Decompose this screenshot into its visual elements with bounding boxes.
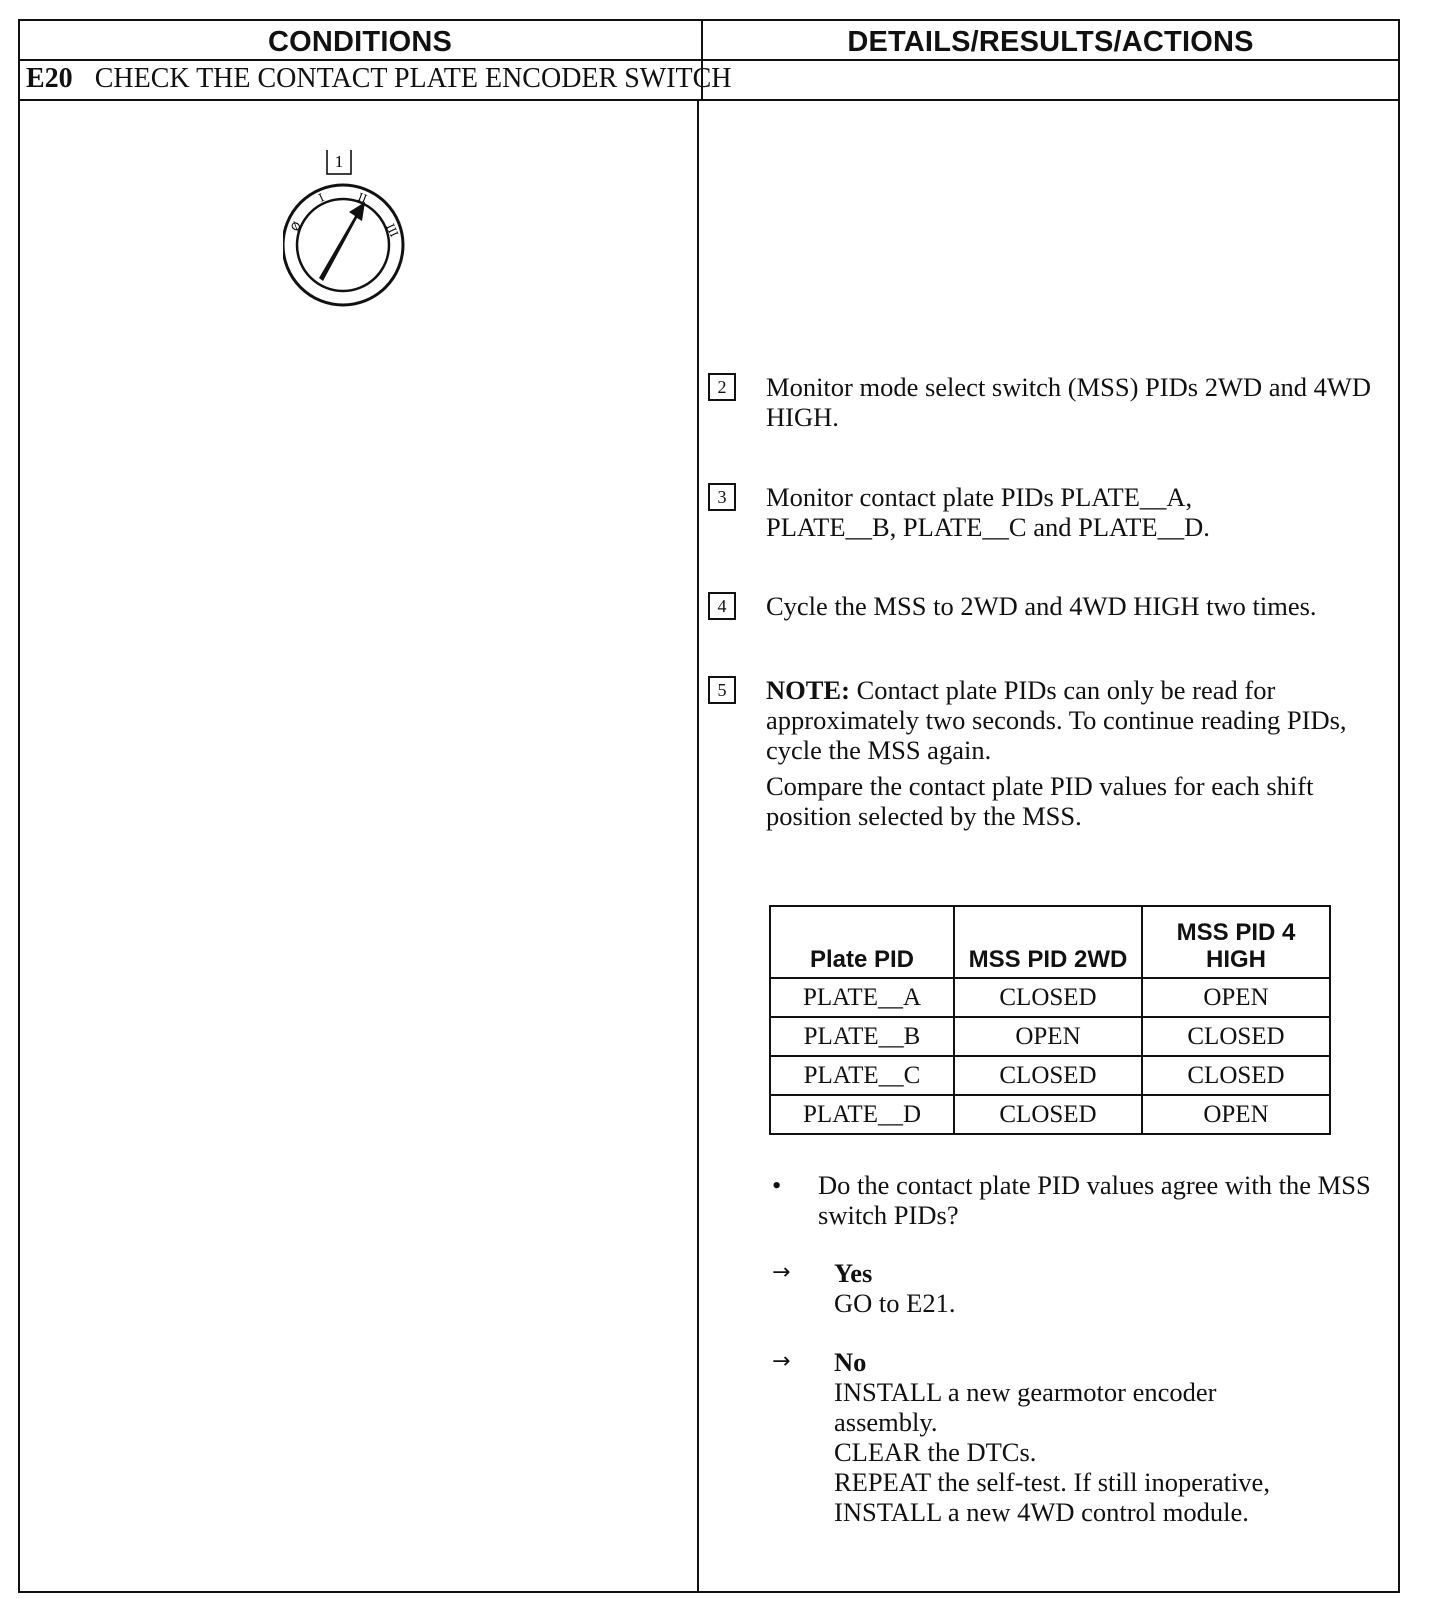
table-row xyxy=(770,1017,1330,1056)
cell-plate: PLATE__D xyxy=(770,1095,954,1134)
cell-plate: PLATE__B xyxy=(770,1017,954,1056)
dial-outer-ring xyxy=(283,185,403,305)
dial-inner-ring xyxy=(297,199,389,291)
section-rule xyxy=(20,99,1398,101)
pid-comparison-table xyxy=(769,905,1331,1135)
table-row xyxy=(770,978,1330,1017)
step-5-note xyxy=(766,675,1386,765)
note-text: Contact plate PIDs can only be read for approximately two seconds. To continue reading PIDs, cycle the MSS again. xyxy=(766,675,1347,765)
mode-select-switch-illustration xyxy=(283,150,413,315)
section-heading: CHECK THE CONTACT PLATE ENCODER SWITCH xyxy=(94,63,732,94)
cell-2wd: CLOSED xyxy=(954,1056,1142,1095)
step-3-text: Monitor contact plate PIDs PLATE__A, PLATE__B, PLATE__C and PLATE__D. xyxy=(766,482,1210,542)
step-3-number: 3 xyxy=(708,483,736,511)
outcome-no-action-3: REPEAT the self-test. If still inoperative, INSTALL a new 4WD control module. xyxy=(834,1467,1270,1527)
step-3 xyxy=(708,482,1326,542)
column-divider-lower xyxy=(697,101,699,1593)
arrow-right-icon: → xyxy=(772,1260,791,1285)
step-5-text: Compare the contact plate PID values for each shift position selected by the MSS. xyxy=(766,771,1314,831)
cell-plate: PLATE__A xyxy=(770,978,954,1017)
outcome-no-action-1: INSTALL a new gearmotor encoder assembly. xyxy=(834,1377,1217,1437)
cell-4high: CLOSED xyxy=(1142,1056,1330,1095)
col-header-plate-pid: Plate PID xyxy=(770,906,954,978)
bullet-icon: • xyxy=(772,1170,782,1200)
conditions-header: CONDITIONS xyxy=(267,25,453,58)
cell-4high: OPEN xyxy=(1142,1095,1330,1134)
section-code: E20 xyxy=(26,63,73,94)
dial-mark-off: Ø xyxy=(288,219,304,234)
cell-2wd: CLOSED xyxy=(954,1095,1142,1134)
table-row xyxy=(770,1095,1330,1134)
col-header-mss-2wd: MSS PID 2WD xyxy=(954,906,1142,978)
outcome-yes-action: GO to E21. xyxy=(834,1288,956,1318)
step-2 xyxy=(708,372,1386,432)
step-4-number: 4 xyxy=(708,592,736,620)
step-5 xyxy=(708,675,1386,831)
table-header-row xyxy=(770,906,1330,978)
cell-4high: CLOSED xyxy=(1142,1017,1330,1056)
step-4 xyxy=(708,591,1406,621)
section-title xyxy=(26,63,732,95)
arrow-right-icon: → xyxy=(772,1349,791,1374)
outcome-yes-label: Yes xyxy=(834,1258,873,1288)
step-4-text: Cycle the MSS to 2WD and 4WD HIGH two times. xyxy=(766,591,1317,621)
dial-pointer-arrow xyxy=(319,202,365,281)
question xyxy=(772,1170,1378,1230)
step-2-text: Monitor mode select switch (MSS) PIDs 2WD and 4WD HIGH. xyxy=(766,372,1372,432)
dial-mark-1: I xyxy=(316,191,327,205)
step-1-number: 1 xyxy=(334,152,344,171)
cell-plate: PLATE__C xyxy=(770,1056,954,1095)
step-2-number: 2 xyxy=(708,373,736,401)
cell-2wd: CLOSED xyxy=(954,978,1142,1017)
outcome-yes xyxy=(772,1258,955,1318)
col-header-mss-4high: MSS PID 4 HIGH xyxy=(1142,906,1330,978)
details-header: DETAILS/RESULTS/ACTIONS xyxy=(847,25,1254,58)
outcome-no-action-2: CLEAR the DTCs. xyxy=(834,1437,1037,1467)
dial-mark-3: III xyxy=(383,221,401,240)
note-label: NOTE: xyxy=(766,675,850,705)
outcome-no-label: No xyxy=(834,1347,867,1377)
cell-4high: OPEN xyxy=(1142,978,1330,1017)
step-5-number: 5 xyxy=(708,676,736,704)
dial-mark-2: II xyxy=(355,190,369,206)
outcome-no xyxy=(772,1347,1334,1527)
cell-2wd: OPEN xyxy=(954,1017,1142,1056)
table-row xyxy=(770,1056,1330,1095)
question-text: Do the contact plate PID values agree with the MSS switch PIDs? xyxy=(818,1170,1371,1230)
